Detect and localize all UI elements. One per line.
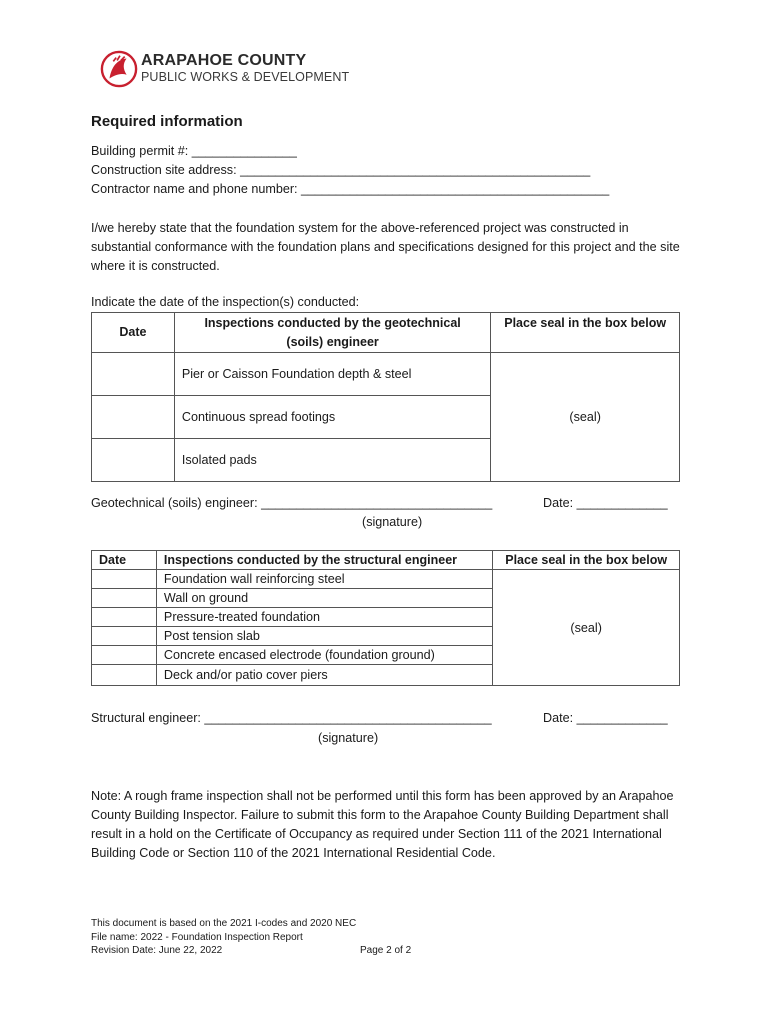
date-cell — [92, 646, 157, 665]
contractor-field: Contractor name and phone number: ____________________________________________ — [91, 182, 610, 196]
inspection-cell: Isolated pads — [174, 439, 490, 482]
col-seal-header: Place seal in the box below — [491, 313, 680, 353]
date-cell — [92, 627, 157, 646]
inspection-cell: Pier or Caisson Foundation depth & steel — [174, 353, 490, 396]
org-department: PUBLIC WORKS & DEVELOPMENT — [141, 70, 350, 84]
section-title: Required information — [91, 113, 243, 130]
site-address-field: Construction site address: __________________________________________________ — [91, 163, 591, 177]
col-inspection-header: Inspections conducted by the geotechnical (soils) engineer — [174, 313, 490, 353]
table-row — [92, 353, 680, 396]
structural-signature-line: Structural engineer: _________________________________________ — [91, 711, 492, 725]
col-date-header: Date — [92, 551, 157, 570]
permit-field: Building permit #: _______________ — [91, 144, 297, 158]
inspection-cell: Foundation wall reinforcing steel — [156, 570, 492, 589]
date-cell — [92, 608, 157, 627]
date-cell — [92, 439, 175, 482]
date-cell — [92, 589, 157, 608]
table-header-row — [92, 313, 680, 353]
structural-inspection-table — [91, 550, 680, 686]
page-number: Page 2 of 2 — [360, 945, 412, 956]
structural-date-line: Date: _____________ — [543, 711, 668, 725]
geotechnical-date-line: Date: _____________ — [543, 496, 668, 510]
table-row — [92, 570, 680, 589]
seal-box: (seal) — [493, 570, 680, 686]
inspection-cell: Post tension slab — [156, 627, 492, 646]
date-cell — [92, 396, 175, 439]
inspection-cell: Concrete encased electrode (foundation ground) — [156, 646, 492, 665]
col-seal-header: Place seal in the box below — [493, 551, 680, 570]
footer-revision-date: Revision Date: June 22, 2022 — [91, 945, 223, 956]
table-header-row — [92, 551, 680, 570]
inspection-cell: Deck and/or patio cover piers — [156, 665, 492, 686]
geotechnical-signature-line: Geotechnical (soils) engineer: _________________________________ — [91, 496, 493, 510]
note-paragraph: Note: A rough frame inspection shall not be performed until this form has been approved by an Arapahoe County Building Inspector. Failure to submit this form to the Arapahoe County Building Department shall result in a hold on the Certificate of Occupancy as required under Section 111 of the 2021 International Building Code or Section 110 of the 2021 International Residential Code. — [91, 789, 674, 860]
date-cell — [92, 665, 157, 686]
footer-code-basis: This document is based on the 2021 I-codes and 2020 NEC — [91, 918, 357, 929]
footer-file-name: File name: 2022 - Foundation Inspection Report — [91, 932, 303, 943]
signature-caption: (signature) — [362, 515, 423, 529]
org-name: ARAPAHOE COUNTY — [141, 52, 307, 69]
date-cell — [92, 570, 157, 589]
inspection-cell: Wall on ground — [156, 589, 492, 608]
seal-box: (seal) — [491, 353, 680, 482]
geotechnical-inspection-table — [91, 312, 680, 482]
date-cell — [92, 353, 175, 396]
inspection-intro: Indicate the date of the inspection(s) conducted: — [91, 295, 360, 309]
inspection-cell: Pressure-treated foundation — [156, 608, 492, 627]
signature-caption: (signature) — [318, 731, 379, 745]
org-logo — [100, 50, 360, 90]
statement-paragraph: I/we hereby state that the foundation system for the above-referenced project was constructed in substantial conformance with the foundation plans and specifications designed for this project and the site where it is constructed. — [91, 221, 680, 273]
county-seal-icon — [100, 50, 138, 88]
col-inspection-header: Inspections conducted by the structural engineer — [156, 551, 492, 570]
inspection-cell: Continuous spread footings — [174, 396, 490, 439]
col-date-header: Date — [92, 313, 175, 353]
